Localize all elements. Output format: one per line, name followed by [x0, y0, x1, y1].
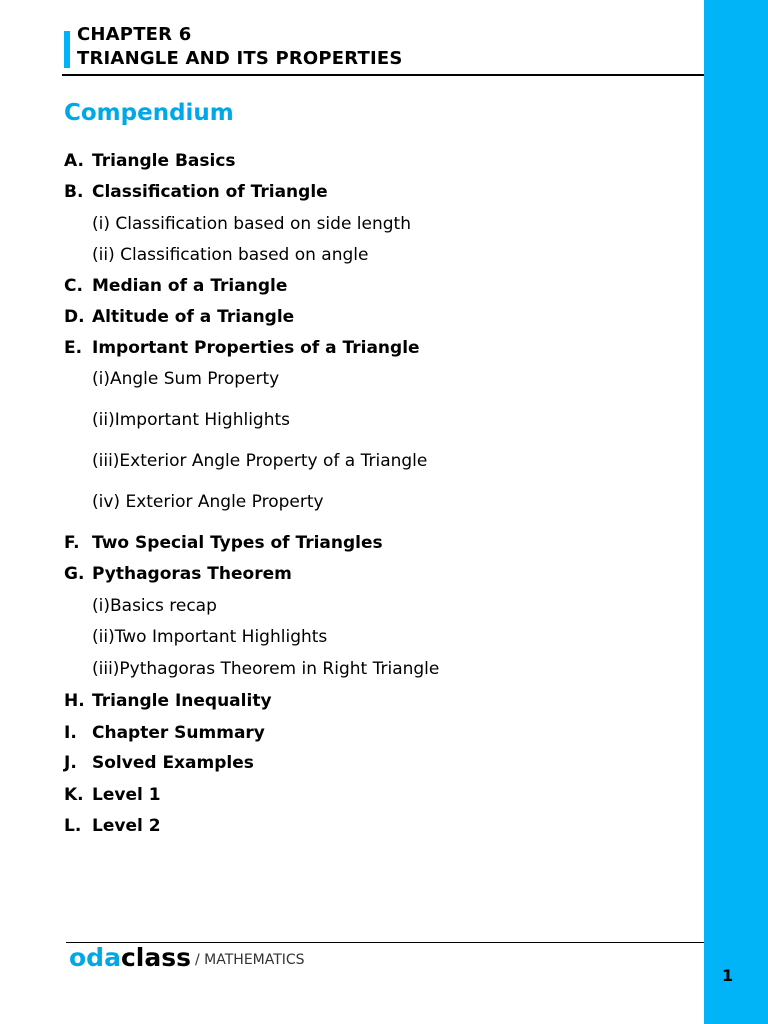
toc-letter-a: A.	[64, 151, 84, 171]
chapter-number: CHAPTER 6	[77, 24, 192, 45]
brand-class: class	[120, 943, 191, 972]
header-accent-bar	[64, 31, 70, 68]
toc-subitem: (ii)Two Important Highlights	[92, 627, 328, 647]
brand-logo	[69, 941, 191, 975]
toc-letter-b: B.	[64, 182, 84, 202]
toc-letter-k: K.	[64, 785, 84, 805]
toc-subitem: (ii) Classification based on angle	[92, 245, 369, 265]
toc-letter-f: F.	[64, 533, 80, 553]
toc-item-inequality: Triangle Inequality	[92, 691, 272, 711]
section-title: Compendium	[64, 100, 234, 126]
chapter-title: TRIANGLE AND ITS PROPERTIES	[77, 48, 403, 69]
toc-subitem: (i) Classification based on side length	[92, 214, 411, 234]
toc-item-triangle-basics: Triangle Basics	[92, 151, 236, 171]
toc-item-altitude: Altitude of a Triangle	[92, 307, 295, 327]
toc-item-special-types: Two Special Types of Triangles	[92, 533, 383, 553]
toc-item-solved-examples: Solved Examples	[92, 753, 254, 773]
header-divider	[62, 74, 704, 76]
side-color-band	[704, 0, 768, 1024]
toc-letter-h: H.	[64, 691, 85, 711]
toc-subitem: (i)Angle Sum Property	[92, 369, 280, 389]
toc-subitem: (ii)Important Highlights	[92, 410, 290, 430]
toc-letter-j: J.	[64, 753, 77, 773]
toc-item-pythagoras: Pythagoras Theorem	[92, 564, 292, 584]
toc-letter-e: E.	[64, 338, 83, 358]
toc-letter-i: I.	[64, 723, 77, 743]
toc-letter-d: D.	[64, 307, 85, 327]
toc-subitem: (iv) Exterior Angle Property	[92, 492, 324, 512]
page-number: 1	[722, 966, 734, 985]
toc-letter-c: C.	[64, 276, 83, 296]
subject-label: / MATHEMATICS	[195, 952, 305, 968]
toc-item-summary: Chapter Summary	[92, 723, 265, 743]
toc-subitem: (iii)Exterior Angle Property of a Triangle	[92, 451, 428, 471]
toc-letter-g: G.	[64, 564, 85, 584]
toc-item-level-1: Level 1	[92, 785, 161, 805]
toc-item-level-2: Level 2	[92, 816, 161, 836]
toc-item-median: Median of a Triangle	[92, 276, 288, 296]
toc-item-properties: Important Properties of a Triangle	[92, 338, 420, 358]
toc-subitem: (i)Basics recap	[92, 596, 217, 616]
toc-subitem: (iii)Pythagoras Theorem in Right Triangle	[92, 659, 440, 679]
toc-item-classification: Classification of Triangle	[92, 182, 328, 202]
toc-letter-l: L.	[64, 816, 82, 836]
brand-oda: oda	[69, 943, 121, 972]
